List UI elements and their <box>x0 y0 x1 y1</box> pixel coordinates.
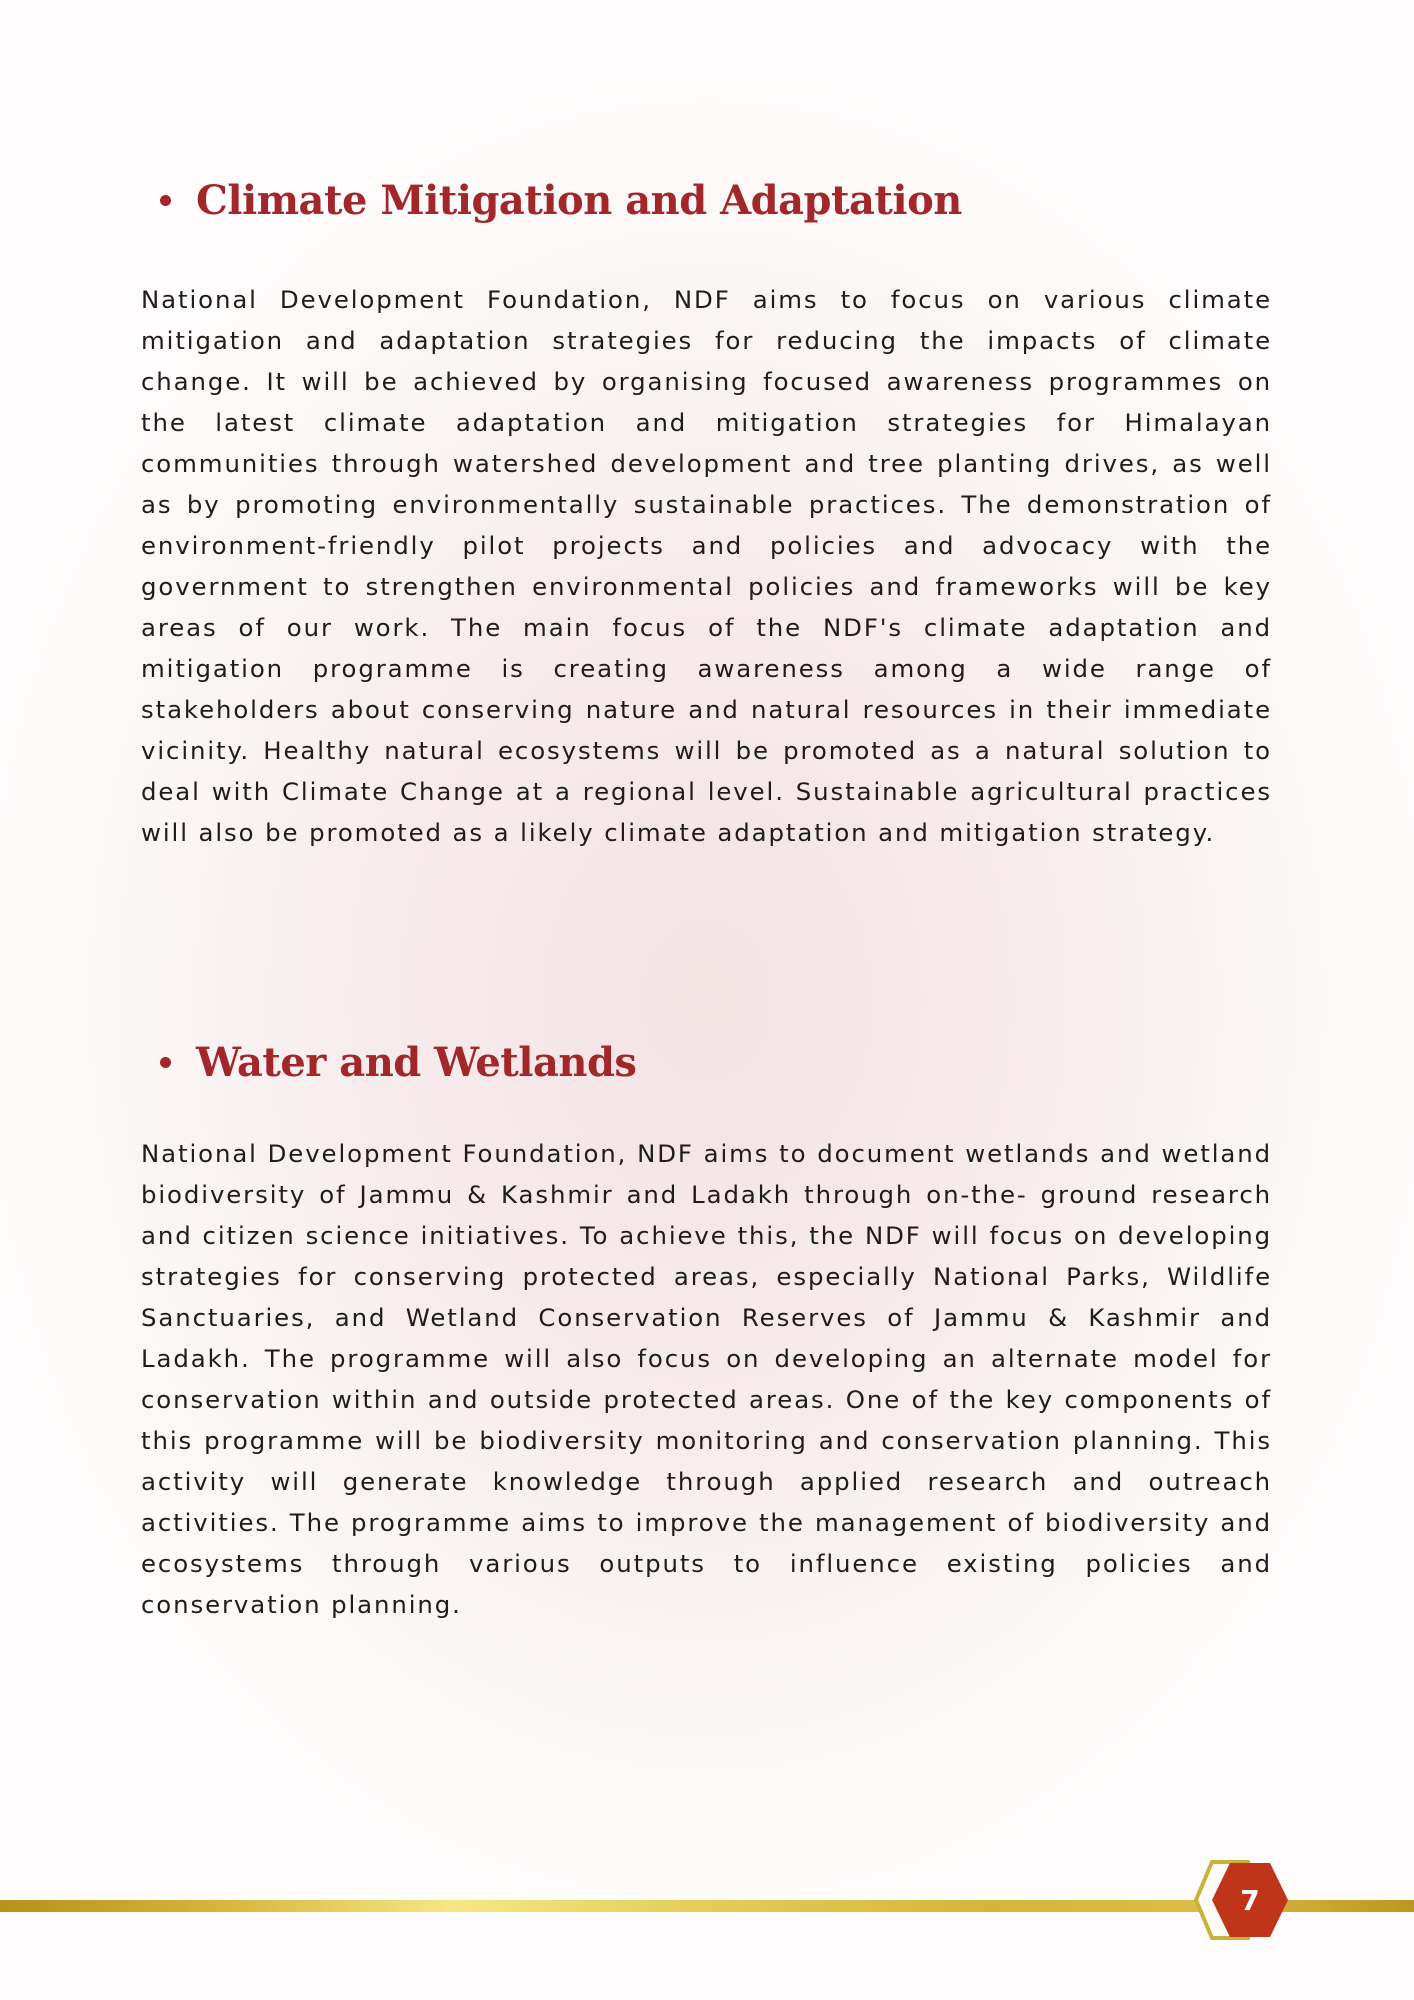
bullet-icon <box>160 195 171 206</box>
page-number-badge <box>1190 1860 1290 1940</box>
section-heading-water <box>160 1038 636 1088</box>
page-number: 7 <box>1240 1883 1260 1917</box>
section-body-climate: National Development Foundation, NDF aims to focus on various climate mitigation and adaptation strategies for reducing the impacts of climate change. It will be achieved by organising focused awareness programmes on the latest climate adaptation and mitigation strategies for Himalayan communities through watershed development and tree planting drives, as well as by promoting environmentally sustainable practices. The demonstration of environment-friendly pilot projects and policies and advocacy with the government to strengthen environmental policies and frameworks will be key areas of our work. The main focus of the NDF's climate adaptation and mitigation programme is creating awareness among a wide range of stakeholders about conserving nature and natural resources in their immediate vicinity. Healthy natural ecosystems will be promoted as a natural solution to deal with Climate Change at a regional level. Sustainable agricultural practices will also be promoted as a likely climate adaptation and mitigation strategy. <box>141 285 1272 847</box>
bullet-icon <box>160 1057 171 1068</box>
section-heading-climate <box>160 176 962 226</box>
section-body-water: National Development Foundation, NDF aims to document wetlands and wetland biodiversity of Jammu & Kashmir and Ladakh through on-the- ground research and citizen science initiatives. To achieve this, the NDF will focus on developing strategies for conserving protected areas, especially National Parks, Wildlife Sanctuaries, and Wetland Conservation Reserves of Jammu & Kashmir and Ladakh. The programme will also focus on developing an alternate model for conservation within and outside protected areas. One of the key components of this programme will be biodiversity monitoring and conservation planning. This activity will generate knowledge through applied research and outreach activities. The programme aims to improve the management of biodiversity and ecosystems through various outputs to influence existing policies and conservation planning. <box>141 1139 1272 1619</box>
section-heading-text: Climate Mitigation and Adaptation <box>196 177 962 224</box>
section-heading-text: Water and Wetlands <box>196 1039 637 1086</box>
